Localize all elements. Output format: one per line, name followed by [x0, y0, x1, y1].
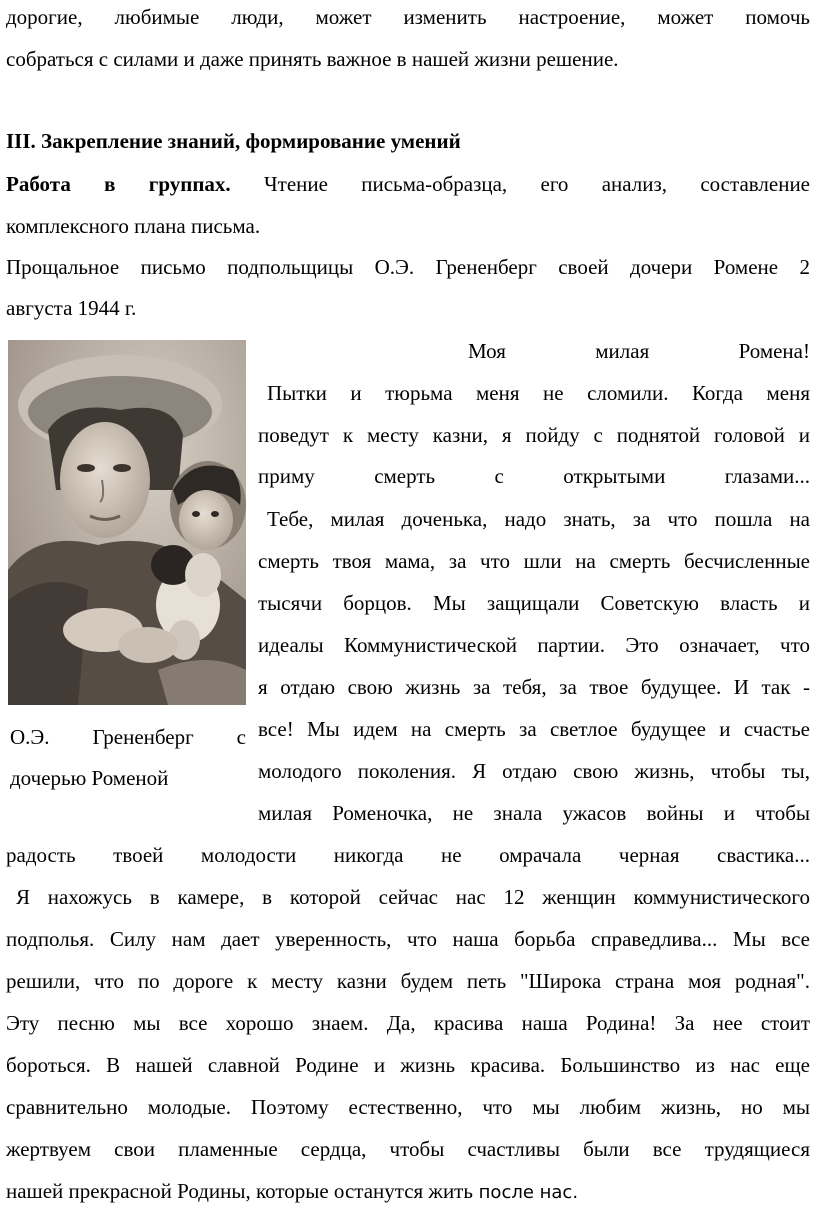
letter-line: тысячи борцов. Мы защищали Советскую власть и [258, 591, 810, 615]
group-work-line-2: комплексного плана письма. [6, 214, 261, 238]
intro-line-2: собраться с силами и даже принять важное в нашей жизни решение. [6, 47, 619, 71]
letter-line: бороться. В нашей славной Родине и жизнь красива. Большинство из нас еще [6, 1053, 810, 1077]
letter-final-main: нашей прекрасной Родины, которые останутся жить [6, 1179, 473, 1203]
section-heading: III. Закрепление знаний, формирование умений [6, 129, 461, 153]
letter-line: Я нахожусь в камере, в которой сейчас нас 12 женщин коммунистического [16, 885, 810, 909]
photo-caption-line-1: О.Э. Грененберг с [10, 725, 246, 749]
letter-line: все! Мы идем на смерть за светлое будущее и счастье [258, 717, 810, 741]
group-work-text: Чтение письма-образца, его анализ, составление [230, 172, 810, 196]
letter-line: идеалы Коммунистической партии. Это означает, что [258, 633, 810, 657]
letter-line: смерть твоя мама, за что шли на смерть бесчисленные [258, 549, 810, 573]
letter-salutation: Моя милая Ромена! [468, 339, 810, 363]
photo-caption-line-2: дочерью Роменой [10, 766, 169, 790]
letter-final-line [6, 1177, 810, 1207]
letter-line: приму смерть с открытыми глазами... [258, 464, 810, 488]
letter-final-tail: после нас. [472, 1182, 579, 1203]
intro-line-1: дорогие, любимые люди, может изменить настроение, может помочь [6, 5, 810, 29]
letter-line: подполья. Силу нам дает уверенность, что наша борьба справедлива... Мы все [6, 927, 810, 951]
letter-line: поведут к месту казни, я пойду с поднятой головой и [258, 423, 810, 447]
letter-line: Пытки и тюрьма меня не сломили. Когда меня [267, 381, 810, 405]
letter-line: Эту песню мы все хорошо знаем. Да, красива наша Родина! За нее стоит [6, 1011, 810, 1035]
letter-line: милая Роменочка, не знала ужасов войны и чтобы [258, 801, 810, 825]
historical-photo [8, 340, 246, 705]
letter-line: сравнительно молодые. Поэтому естественно, что мы любим жизнь, но мы [6, 1095, 810, 1119]
group-work-label: Работа в группах. [6, 172, 231, 196]
letter-intro-line-1: Прощальное письмо подпольщицы О.Э. Грененберг своей дочери Ромене 2 [6, 255, 810, 279]
letter-line: молодого поколения. Я отдаю свою жизнь, чтобы ты, [258, 759, 810, 783]
group-work-line [6, 170, 810, 198]
letter-line: радость твоей молодости никогда не омрачала черная свастика... [6, 843, 810, 867]
letter-line: жертвуем свои пламенные сердца, чтобы счастливы были все трудящиеся [6, 1137, 810, 1161]
letter-line: я отдаю свою жизнь за тебя, за твое будущее. И так - [258, 675, 810, 699]
photo-illustration [8, 340, 246, 705]
letter-intro-line-2: августа 1944 г. [6, 296, 137, 320]
letter-line: решили, что по дороге к месту казни будем петь "Широка страна моя родная". [6, 969, 810, 993]
letter-line: Тебе, милая доченька, надо знать, за что пошла на [267, 507, 810, 531]
